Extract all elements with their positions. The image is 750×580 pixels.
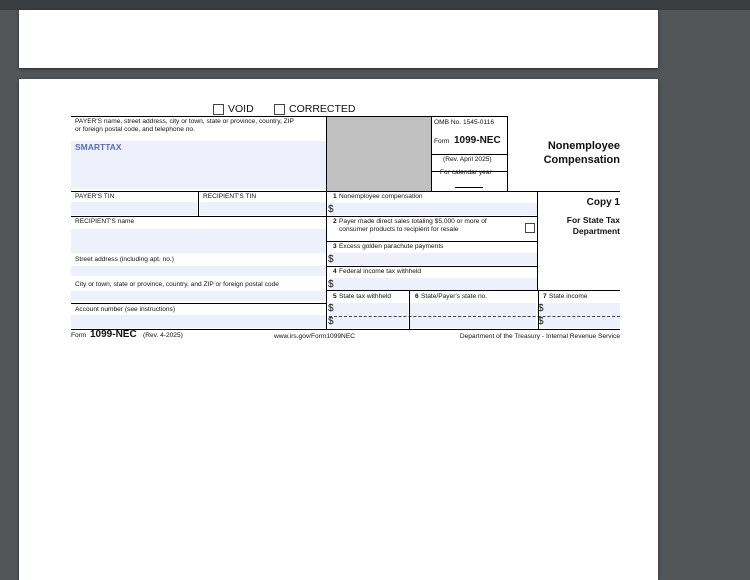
payer-tin-label: PAYER'S TIN — [75, 193, 115, 200]
payer-name-value: SMARTTAX — [75, 142, 122, 152]
footer-url: www.irs.gov/Form1099NEC — [274, 333, 355, 340]
recipient-tin-label: RECIPIENT'S TIN — [203, 193, 257, 200]
payer-info-label: PAYER'S name, street address, city or town, state or province, country, ZIP — [75, 118, 294, 125]
corrected-checkbox[interactable] — [274, 104, 285, 115]
box4-field[interactable] — [329, 278, 537, 290]
footer-department: Department of the Treasury - Internal Revenue Service — [459, 333, 620, 340]
footer-form-prefix: Form — [71, 332, 87, 339]
calendar-year-label: For calendar year — [440, 169, 492, 176]
void-checkbox[interactable] — [213, 104, 224, 115]
box2-label-line1: Payer made direct sales totaling $5,000 or more of — [339, 218, 487, 225]
form-title-line2: Compensation — [543, 154, 620, 166]
box1-dollar: $ — [328, 204, 334, 215]
box7-dollar-2: $ — [538, 316, 544, 327]
rev-date: (Rev. April 2025) — [443, 156, 492, 163]
form-number: 1099-NEC — [454, 135, 501, 146]
box1-label: Nonemployee compensation — [339, 193, 423, 200]
footer-rev: (Rev. 4-2025) — [143, 332, 183, 339]
box1-number: 1 — [333, 193, 337, 200]
box7-number: 7 — [543, 293, 547, 300]
box4-number: 4 — [333, 268, 337, 275]
previous-page — [19, 10, 658, 68]
box5-number: 5 — [333, 293, 337, 300]
box4-label: Federal income tax withheld — [339, 268, 422, 275]
form-prefix: Form — [434, 138, 450, 145]
copy-desc-line2: Department — [572, 226, 620, 236]
recipient-name-label: RECIPIENT'S name — [75, 218, 135, 225]
void-label: VOID — [228, 103, 254, 115]
box6-label: State/Payer's state no. — [421, 293, 488, 300]
box3-label: Excess golden parachute payments — [339, 243, 444, 250]
footer-form-number: 1099-NEC — [90, 329, 137, 340]
corrected-label: CORRECTED — [289, 103, 356, 115]
copy-label: Copy 1 — [586, 197, 620, 208]
account-number-field[interactable] — [71, 315, 326, 328]
recipient-tin-field[interactable] — [200, 202, 326, 215]
box7-label: State income — [549, 293, 588, 300]
form-title-line1: Nonemployee — [547, 140, 620, 152]
box3-dollar: $ — [328, 254, 334, 265]
box5-dollar-1: $ — [328, 303, 334, 314]
box6-number: 6 — [415, 293, 419, 300]
omb-number: OMB No. 1545-0116 — [434, 119, 494, 126]
recipient-name-field[interactable] — [71, 229, 326, 253]
account-number-label: Account number (see instructions) — [75, 306, 176, 313]
box2-checkbox[interactable] — [525, 223, 535, 233]
box7-dollar-1: $ — [538, 303, 544, 314]
form-page — [19, 79, 658, 580]
gray-block — [327, 117, 431, 191]
box5-dollar-2: $ — [328, 316, 334, 327]
box2-number: 2 — [333, 218, 337, 225]
copy-desc-line1: For State Tax — [566, 215, 620, 225]
box4-dollar: $ — [328, 279, 334, 290]
box3-field[interactable] — [329, 253, 537, 265]
street-address-label: Street address (including apt. no.) — [75, 256, 174, 263]
box1-field[interactable] — [329, 203, 537, 215]
payer-info-label-2: or foreign postal code, and telephone no. — [75, 126, 195, 133]
box3-number: 3 — [333, 243, 337, 250]
box5-label: State tax withheld — [339, 293, 392, 300]
payer-tin-field[interactable] — [71, 202, 197, 215]
city-field[interactable] — [71, 291, 326, 301]
street-address-field[interactable] — [71, 266, 326, 276]
city-label: City or town, state or province, country, and ZIP or foreign postal code — [75, 281, 279, 288]
box2-label-line2: consumer products to recipient for resale — [339, 226, 459, 233]
viewer-toolbar — [0, 0, 750, 10]
